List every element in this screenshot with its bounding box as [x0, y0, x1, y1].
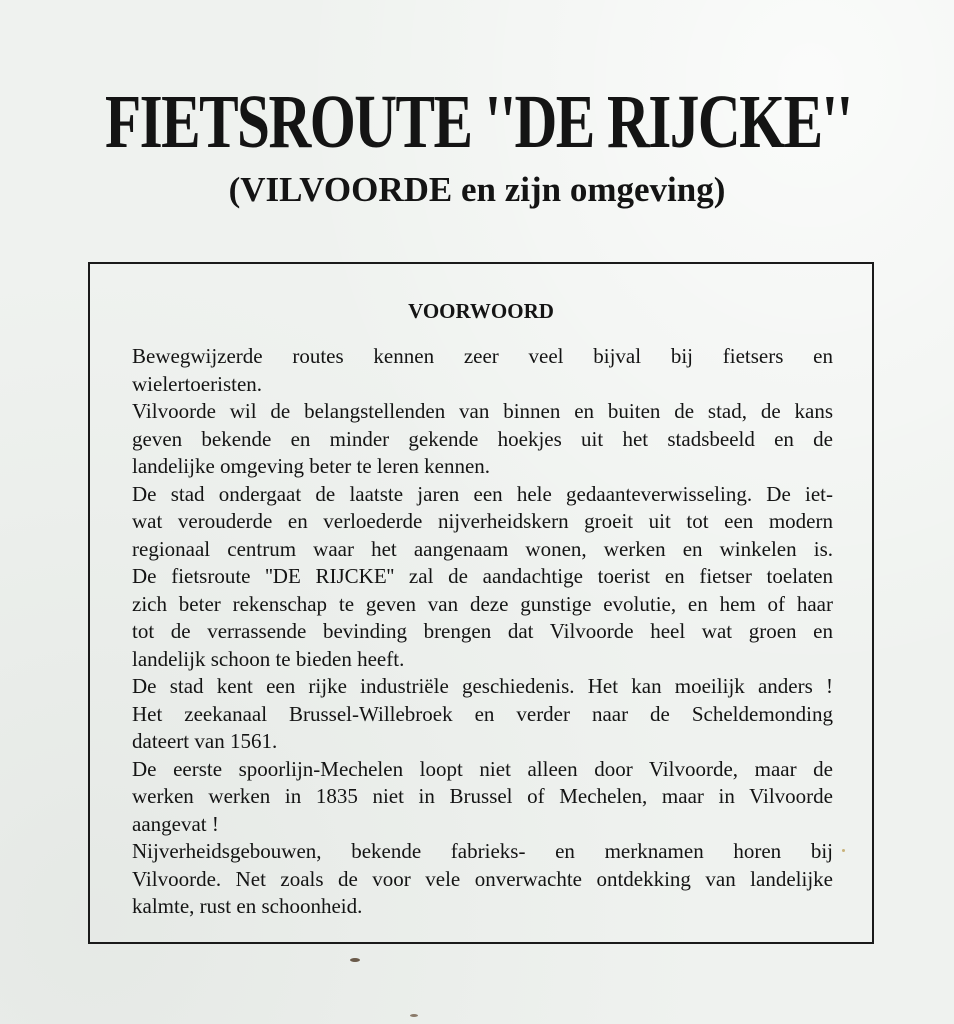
foreword-line: De eerste spoorlijn-Mechelen loopt niet alleen door Vilvoorde, maar de	[132, 756, 833, 781]
paper-speck	[350, 958, 360, 962]
foreword-line: landelijke omgeving beter te leren kennen.	[132, 454, 491, 478]
foreword-line: wielertoeristen.	[132, 371, 263, 396]
foreword-line: Bewegwijzerde routes kennen zeer veel bijval bij fietsers en	[132, 344, 833, 368]
foreword-line: dateert van 1561.	[132, 729, 278, 753]
foreword-line: kalmte, rust en schoonheid.	[132, 894, 363, 918]
paper-speck	[410, 1014, 418, 1017]
foreword-line: wat verouderde en verloederde nijverheidskern groeit uit tot een modern	[132, 509, 833, 533]
foreword-line: De stad kent een rijke industriële geschiedenis. Het kan moeilijk anders !	[132, 674, 833, 698]
foreword-line: landelijk schoon te bieden heeft.	[132, 646, 405, 671]
foreword-body	[132, 343, 833, 921]
foreword-line: Nijverheidsgebouwen, bekende fabrieks- en merknamen horen bij	[132, 839, 833, 863]
foreword-line: Vilvoorde. Net zoals de voor vele onverwachte ontdekking van landelijke	[132, 866, 833, 891]
page-title: FIETSROUTE ''DE RIJCKE''	[104, 80, 852, 164]
foreword-line: Vilvoorde wil de belangstellenden van binnen en buiten de stad, de kans	[132, 399, 833, 423]
foreword-line: tot de verrassende bevinding brengen dat Vilvoorde heel wat groen en	[132, 619, 833, 643]
foreword-line: werken werken in 1835 niet in Brussel of Mechelen, maar in Vilvoorde	[132, 784, 833, 808]
page-subtitle: (VILVOORDE en zijn omgeving)	[228, 170, 726, 209]
foreword-line: regionaal centrum waar het aangenaam wonen, werken en winkelen is.	[132, 536, 833, 561]
foreword-box	[88, 262, 874, 944]
foreword-line: De stad ondergaat de laatste jaren een hele gedaanteverwisseling. De iet-	[132, 481, 833, 506]
foreword-line: aangevat !	[132, 811, 219, 836]
foreword-line: De fietsroute ''DE RIJCKE'' zal de aandachtige toerist en fietser toelaten	[132, 564, 833, 588]
foreword-line: geven bekende en minder gekende hoekjes uit het stadsbeeld en de	[132, 426, 833, 451]
foreword-heading: VOORWOORD	[408, 299, 554, 323]
foreword-line: Het zeekanaal Brussel-Willebroek en verder naar de Scheldemonding	[132, 701, 833, 726]
paper-speck	[842, 849, 845, 852]
foreword-line: zich beter rekenschap te geven van deze gunstige evolutie, en hem of haar	[132, 591, 833, 616]
